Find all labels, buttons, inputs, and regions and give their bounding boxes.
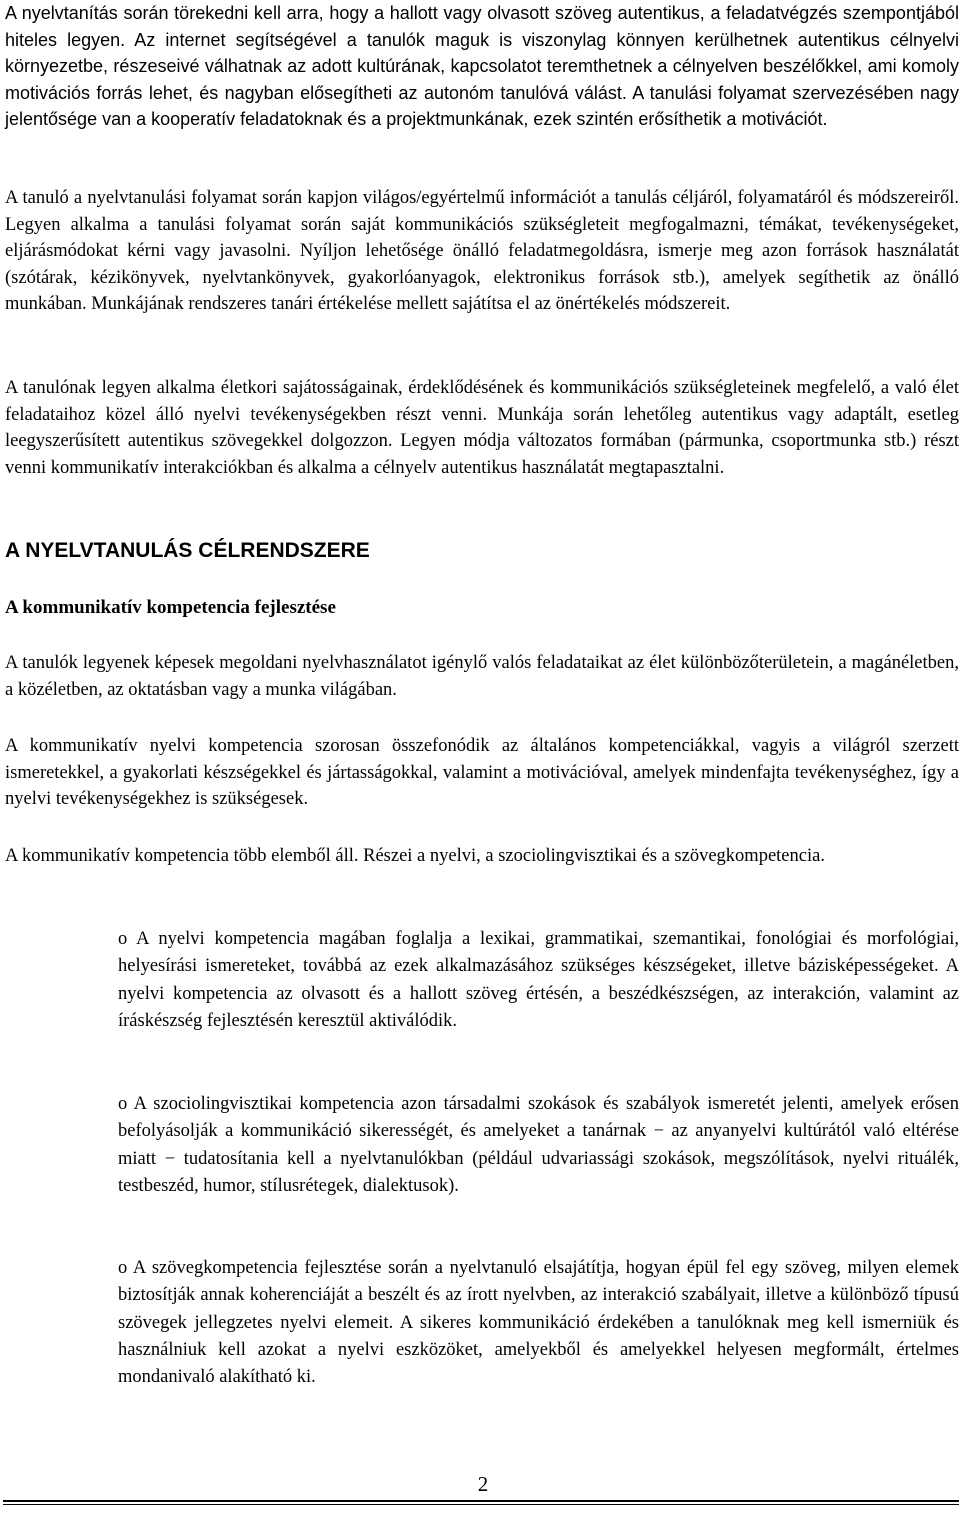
- section-heading: A NYELVTANULÁS CÉLRENDSZERE: [5, 539, 370, 562]
- paragraph-communicative-activities: A tanulónak legyen alkalma életkori sajátosságainak, érdeklődésének és kommunikációs szükségleteinek megfelelő, a való élet feladataihoz közel álló nyelvi tevékenységekben részt venni. Munkája során lehetőleg autentikus vagy adaptált, esetleg leegyszerűsített autentikus szövegekkel dolgozzon. Legyen módja változatos formában (pármunka, csoportmunka stb.) részt venni kommunikatív interakciókban és alkalma a célnyelv autentikus használatát megtapasztalni.: [5, 378, 959, 478]
- paragraph-general-competences: A kommunikatív nyelvi kompetencia szorosan összefonódik az általános kompetenciákkal, vagyis a világról szerzett ismeretekkel, a gyakorlati készségekkel és jártasságokkal, valamint a motivációval, amelyek mindenfajta tevékenységhez, így a nyelvi tevékenységekhez is szükségesek.: [5, 736, 959, 809]
- footer-divider: [3, 1500, 959, 1505]
- page-number: 2: [477, 1472, 489, 1496]
- list-item-linguistic-competence: o A nyelvi kompetencia magában foglalja a lexikai, grammatikai, szemantikai, fonológiai és morfológiai, helyesírási ismereteket, továbbá az ezek alkalmazásához szükséges készségeket, illetve bázisképességeket. A nyelvi kompetencia az olvasott és a hallott szöveg értésén, a beszédkészségen, az interakción, valamint az íráskészség fejlesztésén keresztül aktiválódik.: [118, 929, 959, 1031]
- paragraph-authentic-texts: A nyelvtanítás során törekedni kell arra, hogy a hallott vagy olvasott szöveg autentikus, a feladatvégzés szempontjából hiteles legyen. Az internet segítségével a tanulók maguk is viszonylag könnyen kerülhetnek autentikus célnyelvi környezetbe, részeseivé válhatnak az adott kultúrának, kapcsolatot teremthetnek a célnyelven beszélőkkel, ami komoly motivációs forrás lehet, és nagyban elősegítheti az autonóm tanulóvá válást. A tanulási folyamat szervezésében nagy jelentősége van a kooperatív feladatoknak és a projektmunkának, ezek szintén erősíthetik a motivációt.: [5, 3, 959, 129]
- paragraph-competence-components: A kommunikatív kompetencia több elemből áll. Részei a nyelvi, a szociolingvisztikai és a szövegkompetencia.: [5, 846, 825, 866]
- list-item-text-competence: o A szövegkompetencia fejlesztése során a nyelvtanuló elsajátítja, hogyan épül fel egy szöveg, milyen elemek biztosítják annak koherenciáját a beszélt és az írott nyelvben, az interakció szabályait, illetve a különböző típusú szövegek jellegzetes nyelvi elemeit. A sikeres kommunikáció érdekében a tanulóknak meg kell ismerniük és használniuk kell azokat a nyelvi eszközöket, amelyekből és amelyekkel helyesen megformált, értelmes mondanivaló alakítható ki.: [118, 1258, 959, 1388]
- paragraph-real-tasks: A tanulók legyenek képesek megoldani nyelvhasználatot igénylő valós feladataikat az élet különbözőterületein, a magánéletben, a közéletben, az oktatásban vagy a munka világában.: [5, 653, 959, 700]
- paragraph-learning-process: A tanuló a nyelvtanulási folyamat során kapjon világos/egyértelmű információt a tanulás céljáról, folyamatáról és módszereiről. Legyen alkalma a tanulási folyamat során saját kommunikációs szükségleteit megfogalmazni, témákat, tevékenységeket, eljárásmódokat kérni vagy javasolni. Nyíljon lehetősége önálló feladatmegoldásra, ismerje meg azon források használatát (szótárak, kézikönyvek, nyelvtankönyvek, gyakorlóanyagok, elektronikus források stb.), amelyek segíthetik az önálló munkában. Munkájának rendszeres tanári értékelése mellett sajátítsa el az önértékelés módszereit.: [5, 188, 959, 314]
- subsection-heading: A kommunikatív kompetencia fejlesztése: [5, 597, 336, 618]
- list-item-sociolinguistic-competence: o A szociolingvisztikai kompetencia azon társadalmi szokások és szabályok ismeretét jelenti, amelyek erősen befolyásolják a kommunikáció sikerességét, és amelyeket a tanárnak − az anyanyelvi kultúrától való eltérése miatt − tudatosítania kell a nyelvtanulókban (például udvariassági szokások, megszólítások, nyelvi rituálék, testbeszéd, humor, stílusrétegek, dialektusok).: [118, 1094, 959, 1196]
